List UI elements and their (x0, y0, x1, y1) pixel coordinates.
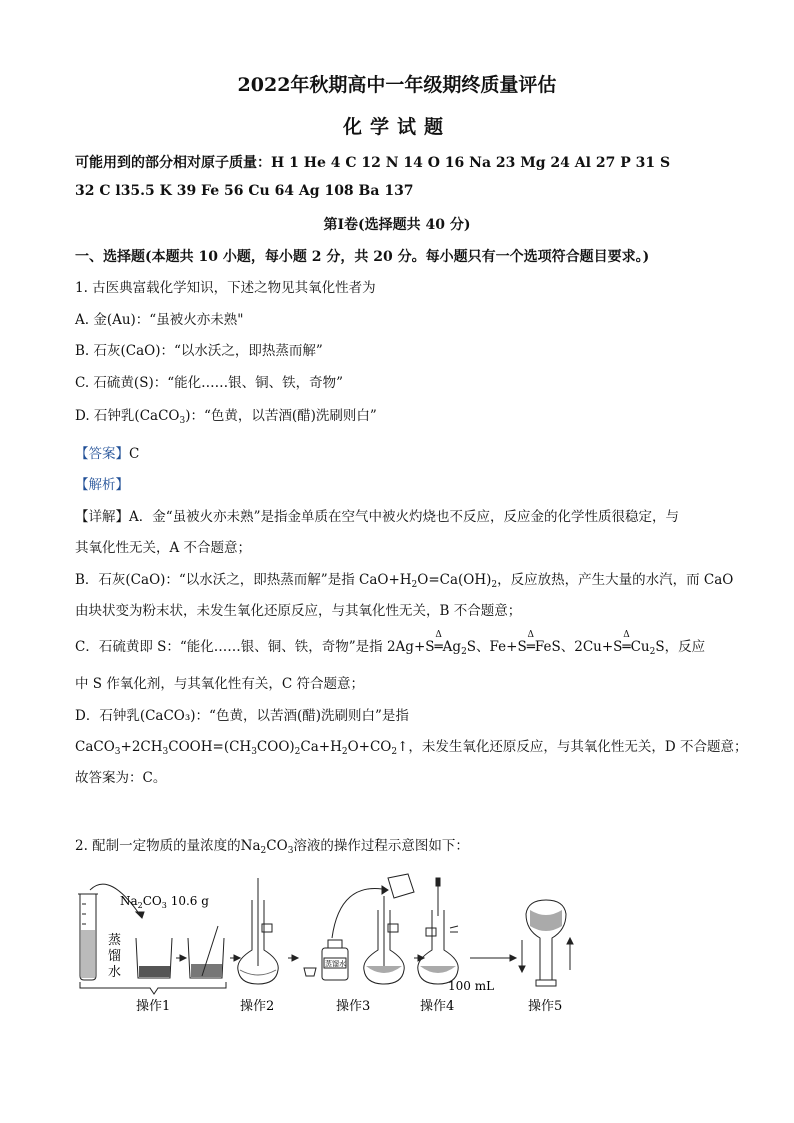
step-label-4: 操作4 (420, 999, 455, 1014)
step-label-3: 操作3 (336, 999, 371, 1014)
detail-d-line2: $CaCO_3+2CH_3COOH=(CH_3COO)_2Ca+H_2O+CO_2↑$，未发生氧化还原反应，与其氧化性无关，D 不合题意； (75, 739, 748, 757)
detail-b-line1: B．石灰(CaO)：“以水沃之，即热蒸而解”是指 $CaO+H_2O=Ca(OH)_2$，反应放热，产生大量的水汽，而 CaO (75, 572, 734, 590)
volumetric-flask-3 (364, 874, 414, 984)
detail-b-line2: 由块状变为粉末状，未发生氧化还原反应，与其氧化性无关，B 不合题意； (75, 603, 522, 619)
q1-option-a: A. 金(Au)：“虽被火亦未熟" (75, 312, 244, 328)
section-title: 一、选择题(本题共 10 小题，每小题 2 分，共 20 分。每小题只有一个选项符合题目要求。) (75, 249, 650, 265)
subject-title: 化学试题 (342, 116, 451, 138)
q2-stem: 2. 配制一定物质的量浓度的$Na_2CO_3$溶液的操作过程示意图如下： (75, 838, 469, 856)
preparation-diagram (70, 870, 590, 1020)
volumetric-flask-2 (238, 878, 278, 984)
volumetric-flask-4 (418, 878, 458, 984)
reagent-label: $Na_2CO_3$ 10.6 g (120, 894, 209, 910)
flask-volume-label: 100 mL (448, 979, 495, 993)
step-label-1: 操作1 (136, 999, 171, 1014)
step-label-5: 操作5 (528, 999, 563, 1014)
detail-d-line1: D．石钟乳(CaCO₃)：“色黄，以苦酒(醋)洗刷则白”是指 (75, 708, 409, 724)
detail-a-line1: 【详解】A．金“虽被火亦未熟”是指金单质在空气中被火灼烧也不反应，反应金的化学性质很稳定，与 (75, 509, 680, 525)
atomic-masses-line1: 可能用到的部分相对原子质量：H 1 He 4 C 12 N 14 O 16 Na 23 Mg 24 Al 27 P 31 S (75, 155, 671, 171)
answer-value: C (129, 446, 140, 462)
step-label-2: 操作2 (240, 999, 275, 1014)
water-label-3: 水 (108, 965, 122, 980)
beaker-1 (136, 938, 172, 978)
flask-inverted-5 (519, 900, 573, 986)
bottle-label: 蒸馏水 (325, 960, 346, 968)
atomic-masses-line2: 32 C l35.5 K 39 Fe 56 Cu 64 Ag 108 Ba 137 (75, 183, 414, 199)
volume-title: 第Ⅰ卷(选择题共 40 分) (323, 217, 471, 233)
detail-a-line2: 其氧化性无关，A 不合题意； (75, 540, 252, 556)
water-label-1: 蒸 (108, 933, 122, 948)
q1-stem: 1. 古医典富载化学知识，下述之物见其氧化性者为 (75, 280, 376, 296)
detail-c-line2: 中 S 作氧化剂，与其氧化性有关，C 符合题意； (75, 676, 364, 692)
answer-line (75, 442, 139, 462)
detail-c-line1: C．石硫黄即 S：“能化……银、铜、铁，奇物”是指 2Ag+S Δ $═Ag_2S$、Fe+S Δ ═FeS、2Cu+S Δ $═Cu_2S$，反应 (75, 630, 706, 657)
q1-option-d: D. 石钟乳(CaCO$_3$)：“色黄，以苦酒(醋)洗刷则白” (75, 408, 377, 426)
q1-option-b: B. 石灰(CaO)：“以水沃之，即热蒸而解” (75, 343, 323, 359)
analysis-tag: 【解析】 (75, 477, 129, 493)
graduated-cylinder (78, 894, 98, 980)
page-title: 2022年秋期高中一年级期终质量评估 (237, 74, 557, 96)
water-label-2: 馏 (108, 949, 122, 964)
conclusion: 故答案为：C。 (75, 770, 167, 786)
q1-option-c: C. 石硫黄(S)：“能化……银、铜、铁，奇物” (75, 375, 344, 391)
answer-tag: 【答案】 (75, 446, 129, 462)
beaker-2 (188, 926, 224, 978)
detail-tag: 【详解】 (75, 509, 129, 525)
